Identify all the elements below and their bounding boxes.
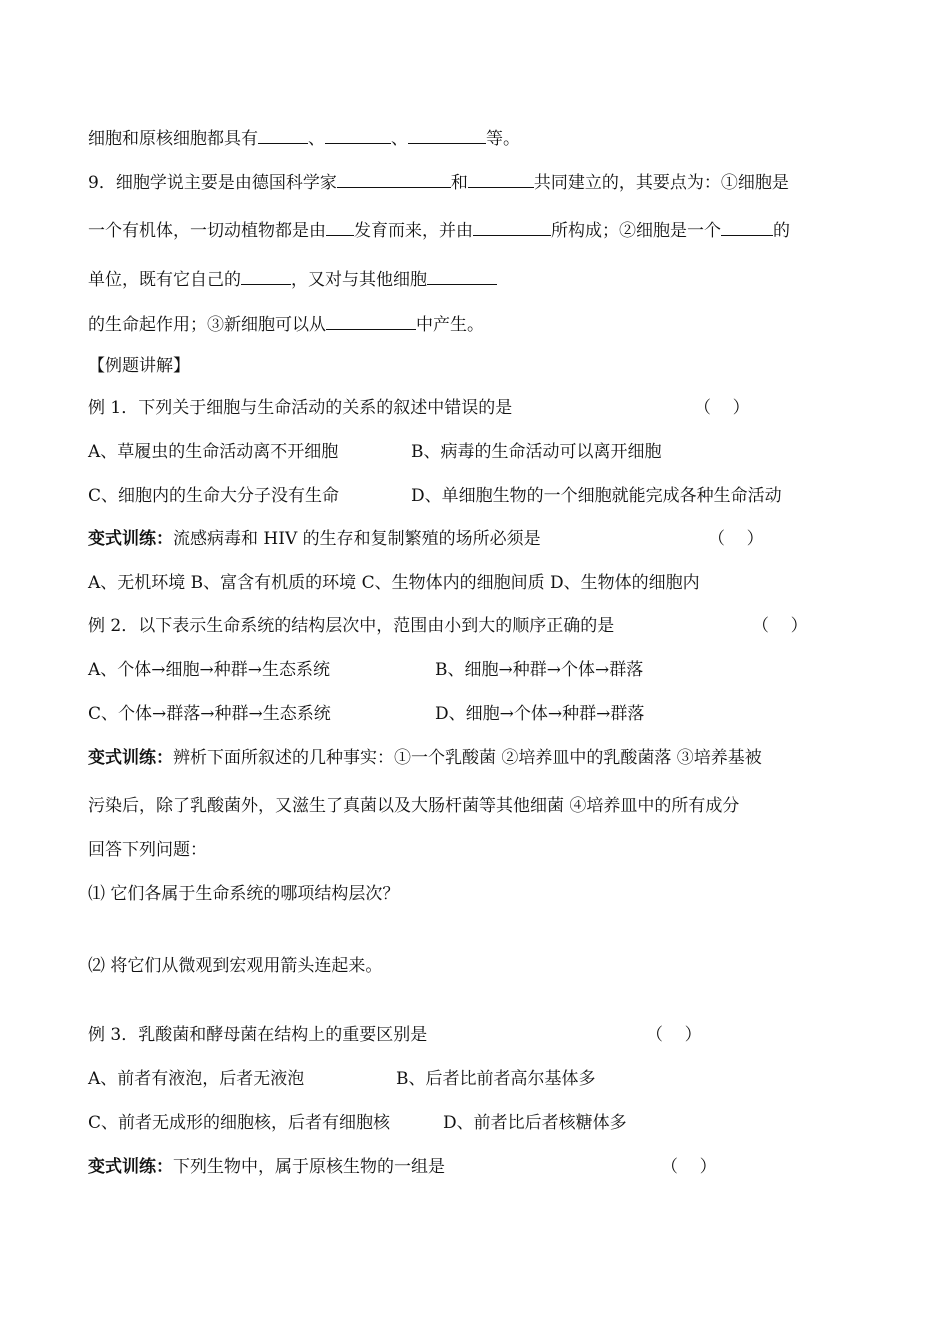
option-a[interactable]: A、个体→细胞→种群→生态系统: [88, 660, 331, 680]
fill-blank[interactable]: [326, 313, 416, 330]
fill-blank[interactable]: [326, 219, 354, 236]
fill-blank[interactable]: [721, 219, 773, 236]
variant-label: 变式训练：: [88, 1157, 173, 1177]
variant-2-line-3: 回答下列问题：: [88, 840, 207, 860]
q9-line-1: [88, 171, 789, 194]
q9-text: 共同建立的，其要点为：①细胞是: [533, 173, 789, 193]
variant-3-stem: [88, 1156, 445, 1178]
answer-bracket[interactable]: （ ）: [661, 1157, 717, 1177]
option-d[interactable]: D、细胞→个体→种群→群落: [435, 704, 645, 724]
option-c[interactable]: C、个体→群落→种群→生态系统: [88, 704, 331, 724]
sub-question-1: ⑴ 它们各属于生命系统的哪项结构层次？: [88, 884, 400, 904]
fill-blank[interactable]: [468, 171, 534, 188]
q8-text-end: 等。: [486, 129, 520, 149]
variant-label: 变式训练：: [88, 748, 173, 768]
option-c[interactable]: C、前者无成形的细胞核，后者有细胞核: [88, 1113, 391, 1133]
q9-text: 中产生。: [416, 315, 484, 335]
option-b[interactable]: B、后者比前者高尔基体多: [396, 1069, 596, 1089]
answer-bracket[interactable]: （ ）: [752, 616, 808, 636]
q8-text: 细胞和原核细胞都具有: [88, 129, 258, 149]
answer-bracket[interactable]: （ ）: [646, 1025, 702, 1045]
fill-blank[interactable]: [241, 268, 291, 285]
separator: 、: [391, 129, 408, 149]
fill-blank[interactable]: [408, 127, 486, 144]
option-b[interactable]: B、细胞→种群→个体→群落: [435, 660, 644, 680]
q9-text: 9．细胞学说主要是由德国科学家: [88, 173, 337, 193]
q9-text: 单位，既有它自己的: [88, 270, 241, 290]
option-b[interactable]: B、病毒的生命活动可以离开细胞: [411, 442, 662, 462]
q9-text: 发育而来，并由: [354, 221, 473, 241]
answer-bracket[interactable]: （ ）: [694, 398, 750, 418]
q8-line: [88, 127, 520, 150]
q9-text: ，又对与其他细胞: [291, 270, 427, 290]
sub-question-2: ⑵ 将它们从微观到宏观用箭头连起来。: [88, 956, 383, 976]
q9-line-2: [88, 219, 790, 242]
q9-text: 一个有机体，一切动植物都是由: [88, 221, 326, 241]
separator: 、: [308, 129, 325, 149]
q9-text: 的: [773, 221, 790, 241]
q9-text: 的生命起作用；③新细胞可以从: [88, 315, 326, 335]
q9-line-4: [88, 313, 484, 336]
example-1-stem: 例 1．下列关于细胞与生命活动的关系的叙述中错误的是: [88, 398, 513, 418]
fill-blank[interactable]: [325, 127, 391, 144]
option-d[interactable]: D、单细胞生物的一个细胞就能完成各种生命活动: [411, 486, 782, 506]
variant-text: 下列生物中，属于原核生物的一组是: [173, 1157, 445, 1177]
fill-blank[interactable]: [258, 127, 308, 144]
option-d[interactable]: D、前者比后者核糖体多: [443, 1113, 627, 1133]
section-title: 【例题讲解】: [88, 356, 190, 376]
fill-blank[interactable]: [337, 171, 451, 188]
variant-text: 流感病毒和 HIV 的生存和复制繁殖的场所必须是: [173, 529, 541, 549]
variant-1-stem: [88, 528, 541, 550]
variant-1-options[interactable]: A、无机环境 B、富含有机质的环境 C、生物体内的细胞间质 D、生物体的细胞内: [88, 573, 700, 593]
example-3-stem: 例 3．乳酸菌和酵母菌在结构上的重要区别是: [88, 1025, 428, 1045]
fill-blank[interactable]: [427, 268, 497, 285]
q9-text: 和: [450, 173, 468, 193]
option-a[interactable]: A、前者有液泡，后者无液泡: [88, 1069, 305, 1089]
variant-label: 变式训练：: [88, 529, 173, 549]
example-2-stem: 例 2．以下表示生命系统的结构层次中，范围由小到大的顺序正确的是: [88, 616, 615, 636]
option-a[interactable]: A、草履虫的生命活动离不开细胞: [88, 442, 339, 462]
variant-2-line-1: [88, 747, 762, 769]
variant-text: 辨析下面所叙述的几种事实：①一个乳酸菌 ②培养皿中的乳酸菌落 ③培养基被: [173, 748, 762, 768]
q9-text: 所构成；②细胞是一个: [551, 221, 721, 241]
answer-bracket[interactable]: （ ）: [708, 529, 764, 549]
fill-blank[interactable]: [473, 219, 551, 236]
q9-line-3: [88, 268, 497, 291]
variant-2-line-2: 污染后，除了乳酸菌外，又滋生了真菌以及大肠杆菌等其他细菌 ④培养皿中的所有成分: [88, 796, 740, 816]
option-c[interactable]: C、细胞内的生命大分子没有生命: [88, 486, 340, 506]
